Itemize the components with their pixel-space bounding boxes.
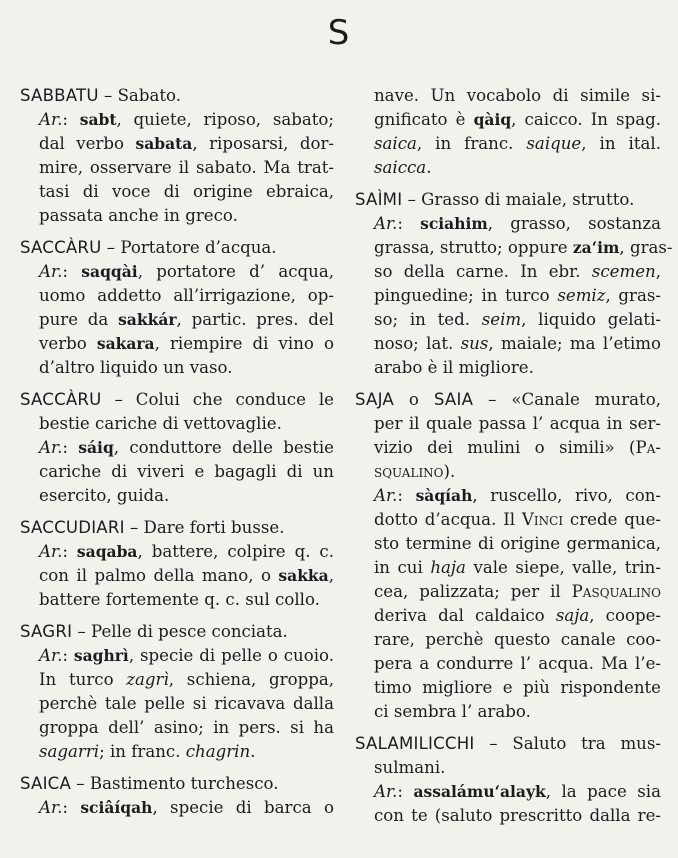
entry-line: Ar.: saqqài, portatore d’ acqua, bbox=[39, 262, 334, 281]
entry-line: esercito, guida. bbox=[39, 486, 170, 505]
entry-line: deriva dal caldaico saja, coope- bbox=[374, 606, 662, 625]
entry-line: uomo addetto all’irrigazione, op- bbox=[39, 286, 334, 305]
entry-line: passata anche in greco. bbox=[39, 206, 238, 225]
entry-line: tasi di voce di origine ebraica, bbox=[39, 182, 334, 201]
entry-line: Ar.: sàqíah, ruscello, rivo, con- bbox=[374, 486, 661, 505]
entry-line: verbo sakara, riempire di vino o bbox=[39, 334, 334, 353]
entry-line: d’altro liquido un vaso. bbox=[39, 358, 233, 377]
entry-line: noso; lat. sus, maiale; ma l’etimo bbox=[374, 334, 661, 353]
dictionary-entry bbox=[355, 732, 661, 828]
entry-line: vizio dei mulini o simili» (Pa- bbox=[374, 438, 661, 457]
entry-line: SAÌMI – Grasso di maiale, strutto. bbox=[355, 190, 635, 209]
dictionary-entry bbox=[20, 772, 334, 820]
entry-line: pinguedine; in turco semiz, gras- bbox=[374, 286, 661, 305]
entry-line: cea, palizzata; per il Pasqualino bbox=[374, 582, 661, 601]
dictionary-entry bbox=[20, 236, 334, 380]
entry-line: sagarri; in franc. chagrin. bbox=[39, 742, 256, 761]
entry-line: squalino). bbox=[374, 462, 456, 481]
entry-line: pera a condurre l’ acqua. Ma l’e- bbox=[374, 654, 661, 673]
entry-line: pure da sakkár, partic. pres. del bbox=[39, 310, 334, 329]
entry-line: nave. Un vocabolo di simile si- bbox=[374, 86, 661, 105]
entry-line: sulmani. bbox=[374, 758, 446, 777]
entry-line: Ar.: assalámu‘alayk, la pace sia bbox=[374, 782, 661, 801]
entry-line: sto termine di origine germanica, bbox=[374, 534, 661, 553]
entry-line: bestie cariche di vettovaglie. bbox=[39, 414, 282, 433]
entry-line: Ar.: sáiq, conduttore delle bestie bbox=[39, 438, 334, 457]
entry-line: mire, osservare il sabato. Ma trat- bbox=[39, 158, 334, 177]
section-letter: S bbox=[327, 13, 351, 53]
entry-line: dal verbo sabata, riposarsi, dor- bbox=[39, 134, 334, 153]
entry-line: saicca. bbox=[374, 158, 432, 177]
entry-line: perchè tale pelle si ricavava dalla bbox=[39, 694, 334, 713]
entry-line: gnificato è qàiq, caicco. In spag. bbox=[374, 110, 661, 129]
entry-line: Ar.: saqaba, battere, colpire q. c. bbox=[39, 542, 334, 561]
entry-line: SAICA – Bastimento turchesco. bbox=[20, 774, 279, 793]
entry-line: so; in ted. seim, liquido gelati- bbox=[374, 310, 661, 329]
entry-line: rare, perchè questo canale coo- bbox=[374, 630, 661, 649]
dictionary-entry bbox=[355, 188, 673, 380]
entry-line: Ar.: sciâíqah, specie di barca o bbox=[39, 798, 334, 817]
entry-line: SACCUDIARI – Dare forti busse. bbox=[20, 518, 285, 537]
entry-line: groppa dell’ asino; in pers. si ha bbox=[39, 718, 334, 737]
entry-line: arabo è il migliore. bbox=[374, 358, 534, 377]
entry-line: cariche di viveri e bagagli di un bbox=[39, 462, 334, 481]
entry-line: per il quale passa l’ acqua in ser- bbox=[374, 414, 661, 433]
right-column bbox=[355, 84, 673, 836]
dictionary-entry bbox=[20, 620, 334, 764]
entry-line: timo migliore e più rispondente bbox=[374, 678, 661, 697]
entry-line: grassa, strutto; oppure za‘im, gras- bbox=[374, 238, 673, 257]
dictionary-entry bbox=[20, 516, 334, 612]
entry-line: SALAMILICCHI – Saluto tra mus- bbox=[355, 734, 661, 753]
entry-line: SABBATU – Sabato. bbox=[20, 86, 181, 105]
entry-line: Ar.: sciahim, grasso, sostanza bbox=[374, 214, 661, 233]
entry-line: SAJA o SAIA – «Canale murato, bbox=[355, 390, 661, 409]
entry-line: SACCÀRU – Portatore d’acqua. bbox=[20, 238, 277, 257]
entry-line: SAGRI – Pelle di pesce conciata. bbox=[20, 622, 288, 641]
dictionary-entry bbox=[20, 84, 334, 228]
entry-line: In turco zagrì, schiena, groppa, bbox=[39, 670, 334, 689]
dictionary-entry bbox=[355, 388, 661, 724]
entry-line: Ar.: sabt, quiete, riposo, sabato; bbox=[39, 110, 334, 129]
entry-line: battere fortemente q. c. sul collo. bbox=[39, 590, 320, 609]
entry-line: saica, in franc. saique, in ital. bbox=[374, 134, 661, 153]
entry-line: con il palmo della mano, o sakka, bbox=[39, 566, 334, 585]
entry-line: so della carne. In ebr. scemen, bbox=[374, 262, 661, 281]
dictionary-entry bbox=[20, 388, 334, 508]
dictionary-entry bbox=[355, 84, 661, 180]
entry-line: con te (saluto prescritto dalla re- bbox=[374, 806, 661, 825]
entry-line: SACCÀRU – Colui che conduce le bbox=[20, 390, 334, 409]
entry-line: in cui haja vale siepe, valle, trin- bbox=[374, 558, 661, 577]
left-column bbox=[20, 84, 334, 828]
entry-line: Ar.: saghrì, specie di pelle o cuoio. bbox=[39, 646, 334, 665]
entry-line: ci sembra l’ arabo. bbox=[374, 702, 531, 721]
entry-line: dotto d’acqua. Il Vinci crede que- bbox=[374, 510, 662, 529]
